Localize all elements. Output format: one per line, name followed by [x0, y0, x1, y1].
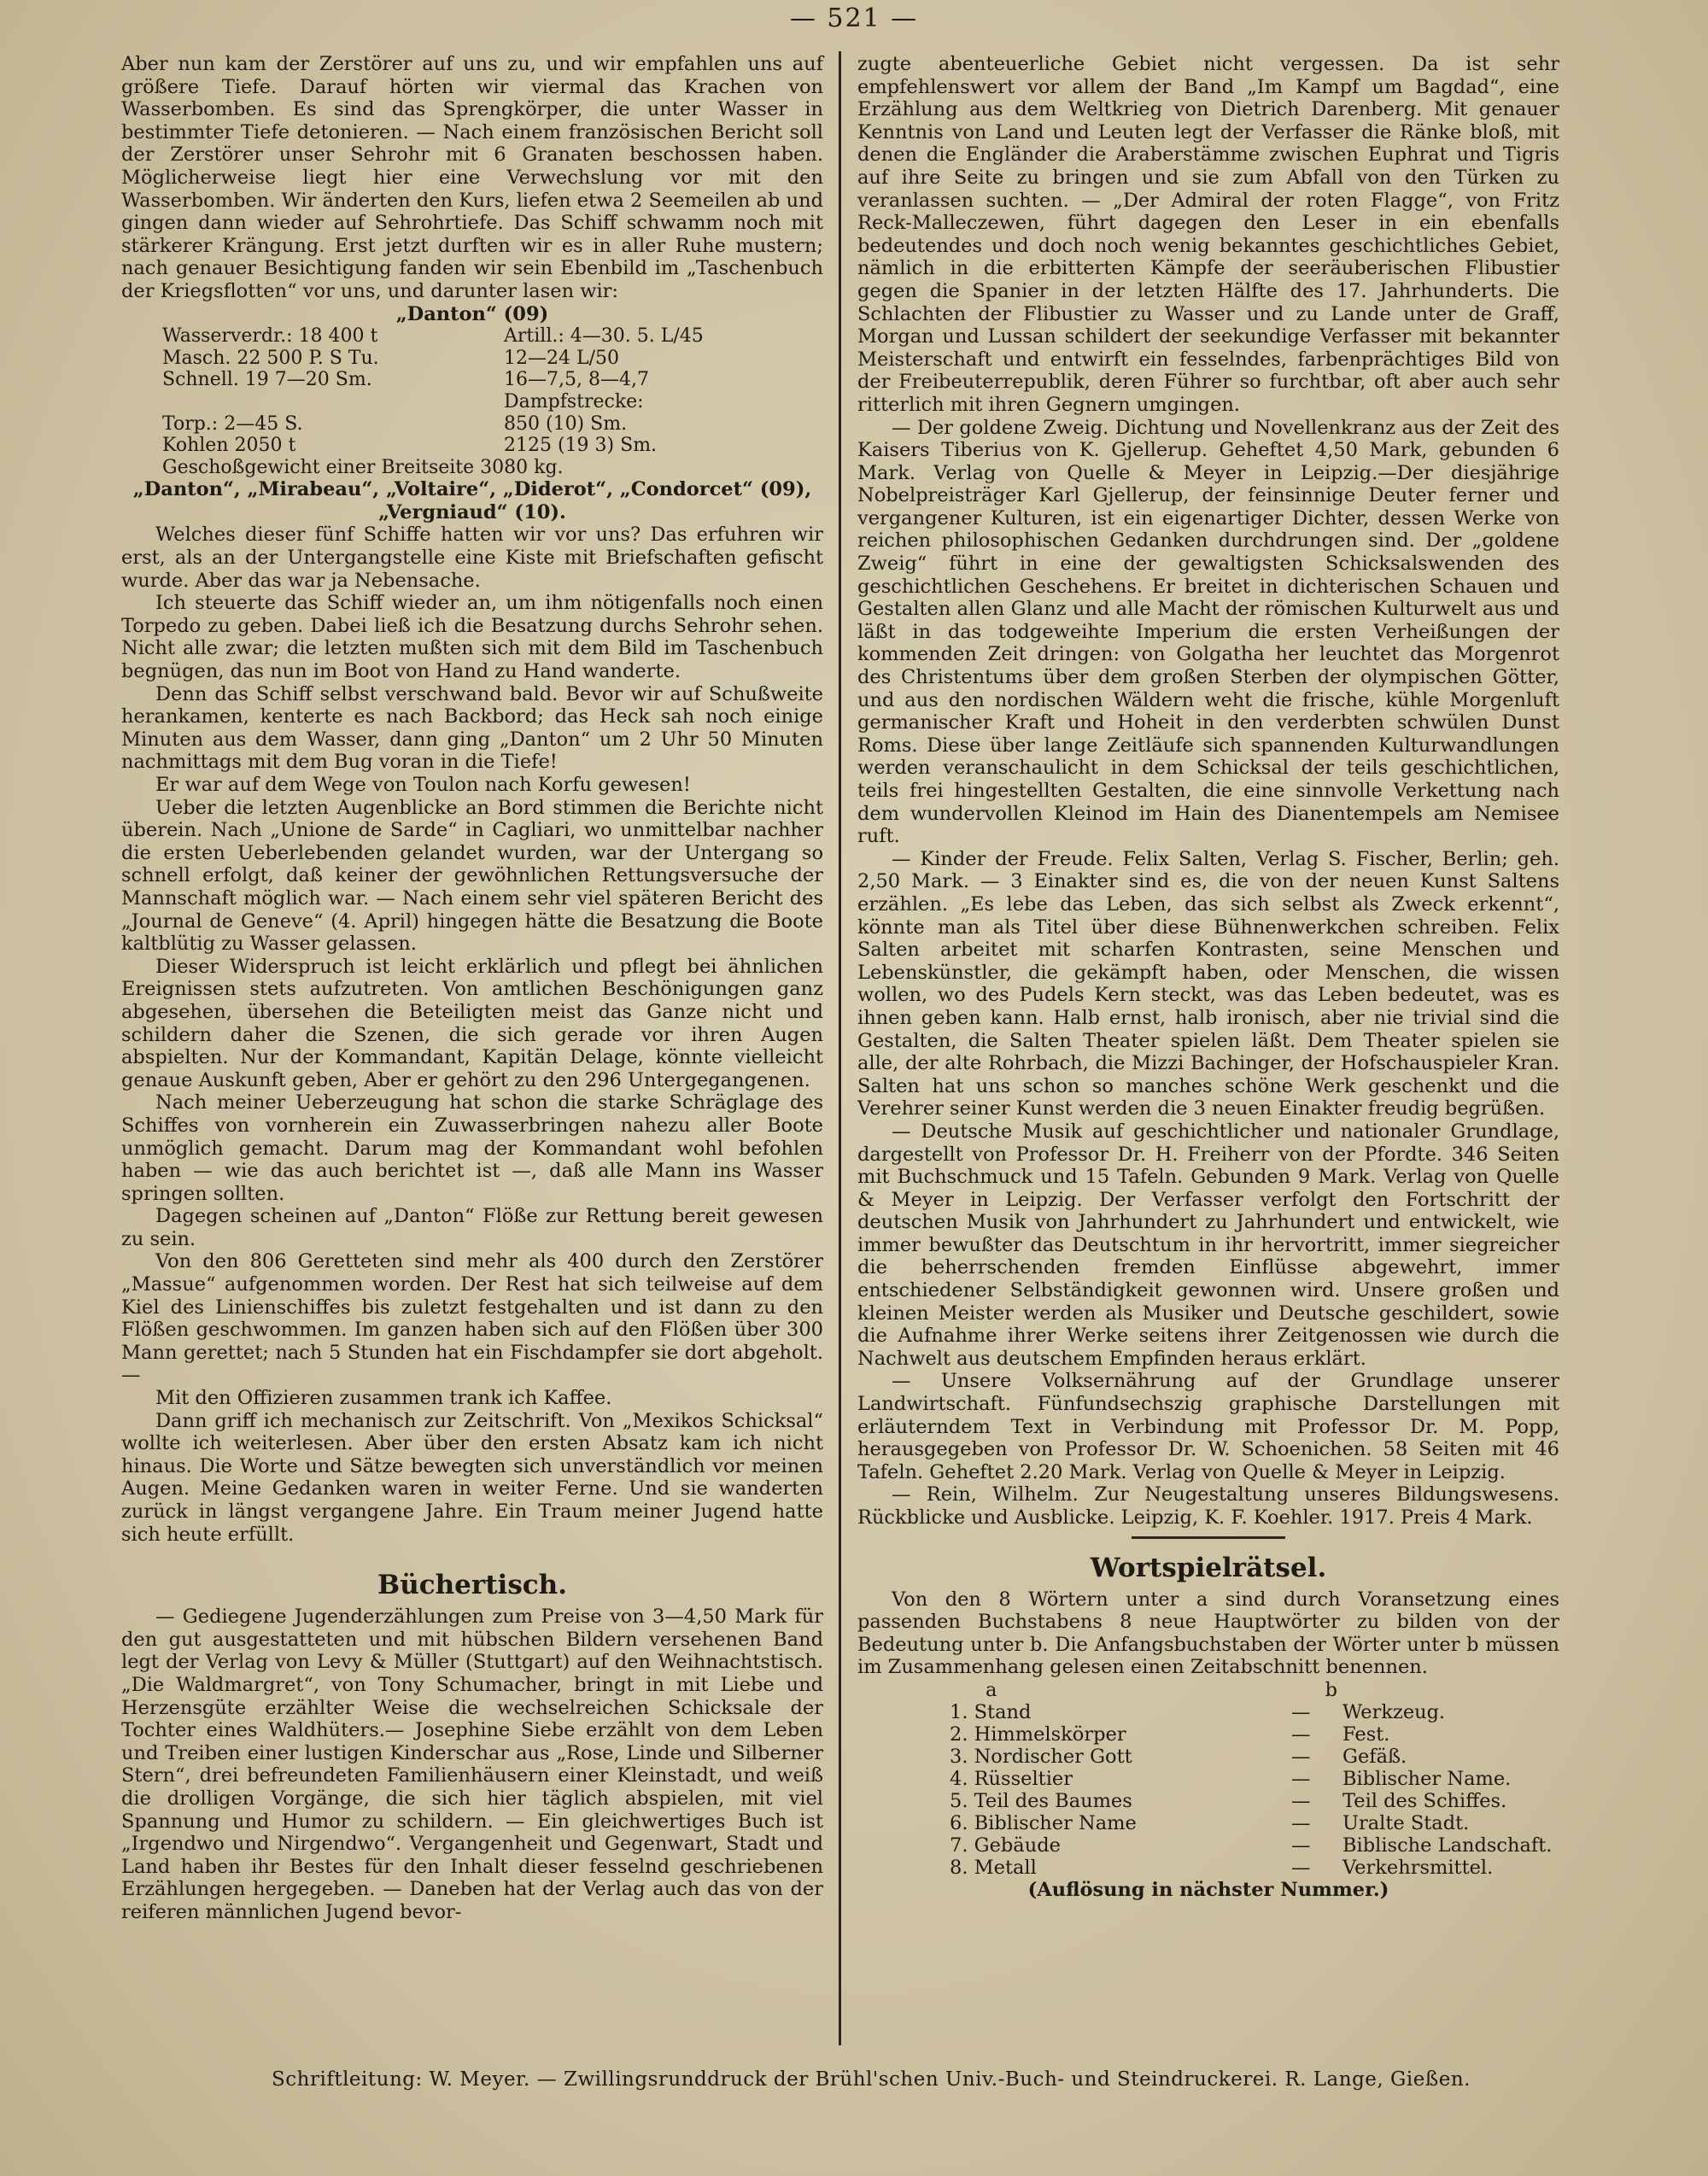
paragraph: — Kinder der Freude. Felix Salten, Verlag S. Fischer, Berlin; geh. 2,50 Mark. — 3 Einakter sind es, die von der neuen Kunst Saltens erzählen. „Es lebe das Leben, das sich selbst als Zweck erkennt“, könnte man als Titel über diese Bühnenwerkchen schreiben. Felix Salten arbeitet mit scharfen Kontrasten, seine Menschen und Lebenskünstler, die gekämpft haben, oder Menschen, die wissen wollen, wo des Pudels Kern steckt, was das Leben bedeutet, was es ihnen geben kann. Halb ernst, halb ironisch, aber nie trivial sind die Gestalten, die Salten Theater spielen läßt. Dem Theater spielen sie alle, der alte Rohrbach, die Mizzi Bachinger, der Hofschauspieler Kran. Salten hat uns schon so manches schöne Werk geschenkt und die Verehrer seiner Kunst werden die 3 neuen Einakter freudig begrüßen. [857, 847, 1559, 1120]
paragraph: — Deutsche Musik auf geschichtlicher und nationaler Grundlage, dargestellt von Professor Dr. H. Freiherr von der Pfordte. 346 Seiten mit Buchschmuck und 15 Tafeln. Gebunden 9 Mark. Verlag von Quelle & Meyer in Leipzig. Der Verfasser verfolgt den Fortschritt der deutschen Musik von Jahrhundert zu Jahrhundert und entwickelt, wie immer bewußter das Deutschtum in ihr hervortritt, immer siegreicher die beherrschenden fremden Einflüsse abgewehrt, immer entschiedener Selbständigkeit gewonnen wird. Unsere großen und kleinen Meister werden als Musiker und Deutsche geschildert, sowie die Aufnahme ihrer Werke seitens ihrer Zeitgenossen wie durch die Nachwelt aus deutschem Empfinden heraus erklärt. [857, 1120, 1559, 1370]
puzzle-row [950, 1746, 1552, 1768]
dash: — [1291, 1834, 1311, 1857]
paragraph: Er war auf dem Wege von Toulon nach Korfu gewesen! [155, 774, 691, 796]
dash: — [1291, 1789, 1311, 1812]
paragraph: Denn das Schiff selbst verschwand bald. Bevor wir auf Schußweite herankamen, kenterte es nach Backbord; das Heck sah noch einige Minuten aus dem Wasser, dann ging „Danton“ um 2 Uhr 50 Minuten nachmittags mit dem Bug voran in die Tiefe! [121, 682, 823, 774]
dash: — [1291, 1767, 1311, 1790]
paragraph: Dagegen scheinen auf „Danton“ Flöße zur Rettung bereit gewesen zu sein. [121, 1205, 823, 1250]
column-label-a: a [986, 1678, 997, 1701]
word-b: Werkzeug. [1342, 1700, 1446, 1723]
section-heading-buechertisch: Büchertisch. [377, 1570, 567, 1601]
paragraph: zugte abenteuerliche Gebiet nicht vergessen. Da ist sehr empfehlenswert vor allem der Band „Im Kampf um Bagdad“, eine Erzählung aus dem Weltkrieg von Dietrich Darenberg. Mit genauer Kenntnis von Land und Leuten legt der Verfasser die Ränke bloß, mit denen die Engländer die Araberstämme zwischen Euphrat und Tigris auf ihre Seite zu bringen und sie zum Abfall von den Türken zu veranlassen suchten. — „Der Admiral der roten Flagge“, von Fritz Reck-Malleczewen, führt dagegen den Leser in ein ebenfalls bedeutendes und doch noch wenig bekanntes geschichtliches Gebiet, nämlich in die erbitterten Kämpfe der seeräuberischen Flibustier gegen die Spanier in der letzten Hälfte des 17. Jahrhunderts. Die Schlachten der Flibustier zu Wasser und zu Lande unter de Graff, Morgan und Lussan schildert der seekundige Verfasser mit bekannter Meisterschaft und entwirft ein fesselndes, farbenprächtiges Bild von der Freibeuterrepublik, deren Führer so furchtbar, oft aber auch sehr ritterlich mit ihren Gegnern umgingen. [857, 53, 1559, 416]
stat-cell: Torp.: 2—45 S. [162, 412, 303, 435]
stats-row [162, 457, 823, 479]
puzzle-row [950, 1834, 1552, 1857]
stats-row [162, 391, 823, 413]
word-b: Verkehrsmittel. [1342, 1856, 1494, 1879]
puzzle-row [950, 1790, 1552, 1812]
stat-cell: Kohlen 2050 t [162, 435, 296, 457]
paragraph: Dann griff ich mechanisch zur Zeitschrift. Von „Mexikos Schicksal“ wollte ich weiterlesen. Aber über den ersten Absatz kam ich nicht hinaus. Die Worte und Sätze bewegten sich unverständlich vor meinen Augen. Meine Gedanken waren in weiter Ferne. Und sie wanderten zurück in längst vergangene Jahre. Ein Traum meiner Jugend hatte sich heute erfüllt. [121, 1409, 823, 1546]
stat-cell: Schnell. 19 7—20 Sm. [162, 369, 372, 391]
puzzle-row [950, 1723, 1552, 1746]
ships-list: „Danton“, „Mirabeau“, „Voltaire“, „Diderot“, „Condorcet“ (09), „Vergniaud“ (10). [132, 478, 812, 524]
dash: — [1291, 1811, 1311, 1834]
paragraph: Dieser Widerspruch ist leicht erklärlich und pflegt bei ähnlichen Ereignissen stets aufzutreten. Von amtlichen Beschönigungen ganz abgesehen, übersehen die Beteiligten meist das Ganze nicht und schildern daher die Szenen, die sich gerade vor ihren Augen abspielten. Nur der Kommandant, Kapitän Delage, könnte vielleicht genaue Auskunft geben, Aber er gehört zu den 296 Untergegangenen. [121, 955, 823, 1091]
stats-row [162, 325, 823, 348]
stat-cell: Wasserverdr.: 18 400 t [162, 325, 378, 348]
page-number: — 521 — [789, 3, 919, 33]
puzzle-row [950, 1701, 1552, 1723]
left-column [121, 53, 823, 1924]
puzzle-row [950, 1857, 1552, 1879]
stat-cell: 12—24 L/50 [504, 347, 619, 369]
puzzle-row [950, 1812, 1552, 1834]
word-a: 8. Metall [950, 1856, 1037, 1879]
puzzle-table [950, 1701, 1552, 1879]
puzzle-intro: Von den 8 Wörtern unter a sind durch Voransetzung eines passenden Buchstabens 8 neue Hauptwörter zu bilden von der Bedeutung unter b. Die Anfangsbuchstaben der Wörter unter b müssen im Zusammenhang gelesen einen Zeitabschnitt benennen. [857, 1588, 1559, 1679]
stats-row [162, 413, 823, 436]
right-column [857, 53, 1559, 1902]
section-divider [1132, 1536, 1285, 1539]
stats-row [162, 369, 823, 391]
paragraph: Ueber die letzten Augenblicke an Bord stimmen die Berichte nicht überein. Nach „Unione de Sarde“ in Cagliari, wo unmittelbar nachher die ersten Ueberlebenden gelandet wurden, war der Untergang so schnell erfolgt, daß keiner der gewöhnlichen Rettungsversuche der Mannschaft möglich war. — Nach einem sehr viel späteren Bericht des „Journal de Geneve“ (4. April) hingegen hätte die Besatzung die Boote kaltblütig zu Wasser gelassen. [121, 796, 823, 956]
word-a: 3. Nordischer Gott [950, 1745, 1132, 1768]
word-b: Biblischer Name. [1342, 1767, 1512, 1790]
stat-cell: Dampfstrecke: [504, 390, 644, 412]
puzzle-column-labels [857, 1679, 1559, 1701]
paragraph: Mit den Offizieren zusammen trank ich Kaffee. [155, 1387, 612, 1410]
column-label-b: b [1325, 1678, 1337, 1701]
stat-cell: Geschoßgewicht einer Breitseite 3080 kg. [162, 456, 564, 478]
paragraph: — Gediegene Jugenderzählungen zum Preise von 3—4,50 Mark für den gut ausgestatteten und mit hübschen Bildern versehenen Band legt der Verlag von Levy & Müller (Stuttgart) auf den Weihnachtstisch. „Die Waldmargret“, von Tony Schumacher, bringt in mit Liebe und Herzensgüte erzählter Weise die wechselreichen Schicksale der Tochter eines Waldhüters.— Josephine Siebe erzählt von dem Leben und Treiben einer lustigen Kinderschar aus „Rose, Linde und Silberner Stern“, drei befreundeten Familienhäusern einer Kleinstadt, und weiß die drolligen Vorgänge, die sich hier täglich abspielen, mit viel Spannung und Humor zu schildern. — Ein gleichwertiges Buch ist „Irgendwo und Nirgendwo“. Vergangenheit und Gegenwart, Stadt und Land haben ihr Bestes für den Inhalt dieser fesselnd geschriebenen Erzählungen hergegeben. — Daneben hat der Verlag auch das von der reiferen männlichen Jugend bevor- [121, 1606, 823, 1923]
section-heading-wortspielraetsel: Wortspielrätsel. [1090, 1552, 1327, 1583]
paragraph: — Unsere Volksernährung auf der Grundlage unserer Landwirtschaft. Fünfundsechszig graphische Darstellungen mit erläuterndem Text in Verbindung mit Professor Dr. M. Popp, herausgegeben von Professor Dr. W. Schoenichen. 58 Seiten mit 46 Tafeln. Geheftet 2.20 Mark. Verlag von Quelle & Meyer in Leipzig. [857, 1370, 1559, 1483]
paragraph: Ich steuerte das Schiff wieder an, um ihm nötigenfalls noch einen Torpedo zu geben. Dabei ließ ich die Besatzung durchs Sehrohr sehen. Nicht alle zwar; die letzten mußten sich mit dem Bild im Taschenbuch begnügen, das nun im Boot von Hand zu Hand wanderte. [121, 592, 823, 683]
stat-cell: 2125 (19 3) Sm. [504, 435, 658, 457]
stat-cell [162, 391, 504, 413]
word-a: 5. Teil des Baumes [950, 1789, 1132, 1812]
stat-cell: 850 (10) Sm. [504, 412, 628, 435]
ship-stats [162, 325, 823, 478]
word-a: 6. Biblischer Name [950, 1811, 1137, 1834]
paragraph: Von den 806 Geretteten sind mehr als 400 durch den Zerstörer „Massue“ aufgenommen worden. Der Rest hat sich teilweise auf dem Kiel des Linienschiffes bis zuletzt festgehalten und ist dann zu den Flößen geschwommen. Im ganzen haben sich auf den Flößen über 300 Mann gerettet; nach 5 Stunden hat ein Fischdampfer sie dort abgeholt. — [121, 1250, 823, 1387]
stat-cell: 16—7,5, 8—4,7 [504, 369, 649, 391]
word-a: 4. Rüsseltier [950, 1767, 1073, 1790]
word-a: 1. Stand [950, 1700, 1032, 1723]
dash: — [1291, 1745, 1311, 1768]
puzzle-row [950, 1768, 1552, 1790]
column-divider [839, 51, 841, 2045]
paragraph: Welches dieser fünf Schiffe hatten wir vor uns? Das erfuhren wir erst, als an der Untergangstelle eine Kiste mit Briefschaften gefischt wurde. Aber das war ja Nebensache. [121, 524, 823, 592]
word-b: Fest. [1342, 1723, 1390, 1746]
paragraph: Aber nun kam der Zerstörer auf uns zu, und wir empfahlen uns auf größere Tiefe. Darauf hörten wir viermal das Krachen von Wasserbomben. Es sind das Sprengkörper, die unter Wasser in bestimmter Tiefe detonieren. — Nach einem französischen Bericht soll der Zerstörer unser Sehrohr mit 6 Granaten beschossen haben. Möglicherweise liegt hier eine Verwechslung vor mit den Wasserbomben. Wir änderten den Kurs, liefen etwa 2 Seemeilen ab und gingen dann wieder auf Sehrohrtiefe. Das Schiff schwamm noch mit stärkerer Krängung. Erst jetzt durften wir es in aller Ruhe mustern; nach genauer Besichtigung fanden wir sein Ebenbild im „Taschenbuch der Kriegsflotten“ vor uns, und darunter lasen wir: [121, 53, 823, 302]
paragraph: — Der goldene Zweig. Dichtung und Novellenkranz aus der Zeit des Kaisers Tiberius von K. Gjellerup. Geheftet 4,50 Mark, gebunden 6 Mark. Verlag von Quelle & Meyer in Leipzig.—Der diesjährige Nobelpreisträger Karl Gjellerup, der feinsinnige Deuter ferner und vergangener Kulturen, ist ein eigenartiger Dichter, dessen Werke von reichen philosophischen Gedanken durchdrungen sind. Der „goldene Zweig“ führt in eine der gewaltigsten Schicksalswenden des geschichtlichen Geschehens. Er breitet in dichterischen Schauen und Gestalten allen Glanz und alle Macht der römischen Kulturwelt aus und läßt in das todgeweihte Imperium die ersten Verheißungen der kommenden Zeit dringen: von Golgatha her leuchtet das Morgenrot des Christentums über dem großen Sterben der olympischen Götter, und aus den nordischen Wäldern weht die frische, kühle Morgenluft germanischer Kraft und Hoheit in den verderbten schwülen Dunst Roms. Diese über lange Zeitläufe sich spannenden Kulturwandlungen werden veranschaulicht in dem Schicksal der teils geschichtlichen, teils frei hingestellten Gestalten, die eine sinnvolle Verkettung nach dem wundervollen Kleinod im Hain des Dianentempels am Nemisee ruft. [857, 416, 1559, 848]
dash: — [1291, 1856, 1311, 1879]
stat-cell: Artill.: 4—30. 5. L/45 [504, 325, 704, 348]
word-a: 2. Himmelskörper [950, 1723, 1126, 1746]
stats-row [162, 348, 823, 370]
paragraph: Nach meiner Ueberzeugung hat schon die starke Schräglage des Schiffes von vornherein ein Zuwasserbringen nahezu aller Boote unmöglich gemacht. Darum mag der Kommandant wohl befohlen haben — wie das auch berichtet ist —, daß alle Mann ins Wasser springen sollten. [121, 1091, 823, 1205]
imprint-footer: Schriftleitung: W. Meyer. — Zwillingsrunddruck der Brühl'schen Univ.-Buch- und Steindruckerei. R. Lange, Gießen. [272, 2068, 1471, 2091]
word-b: Gefäß. [1342, 1745, 1407, 1768]
ship-title: „Danton“ (09) [395, 302, 549, 325]
paragraph: — Rein, Wilhelm. Zur Neugestaltung unseres Bildungswesens. Rückblicke und Ausblicke. Leipzig, K. F. Koehler. 1917. Preis 4 Mark. [857, 1483, 1559, 1529]
dash: — [1291, 1723, 1311, 1746]
word-b: Teil des Schiffes. [1342, 1789, 1507, 1812]
word-b: Uralte Stadt. [1342, 1811, 1470, 1834]
dash: — [1291, 1700, 1311, 1723]
word-a: 7. Gebäude [950, 1834, 1061, 1857]
word-b: Biblische Landschaft. [1342, 1834, 1553, 1857]
stat-cell: Masch. 22 500 P. S Tu. [162, 347, 379, 369]
solution-note: (Auflösung in nächster Nummer.) [1027, 1878, 1389, 1901]
stats-row [162, 435, 823, 457]
